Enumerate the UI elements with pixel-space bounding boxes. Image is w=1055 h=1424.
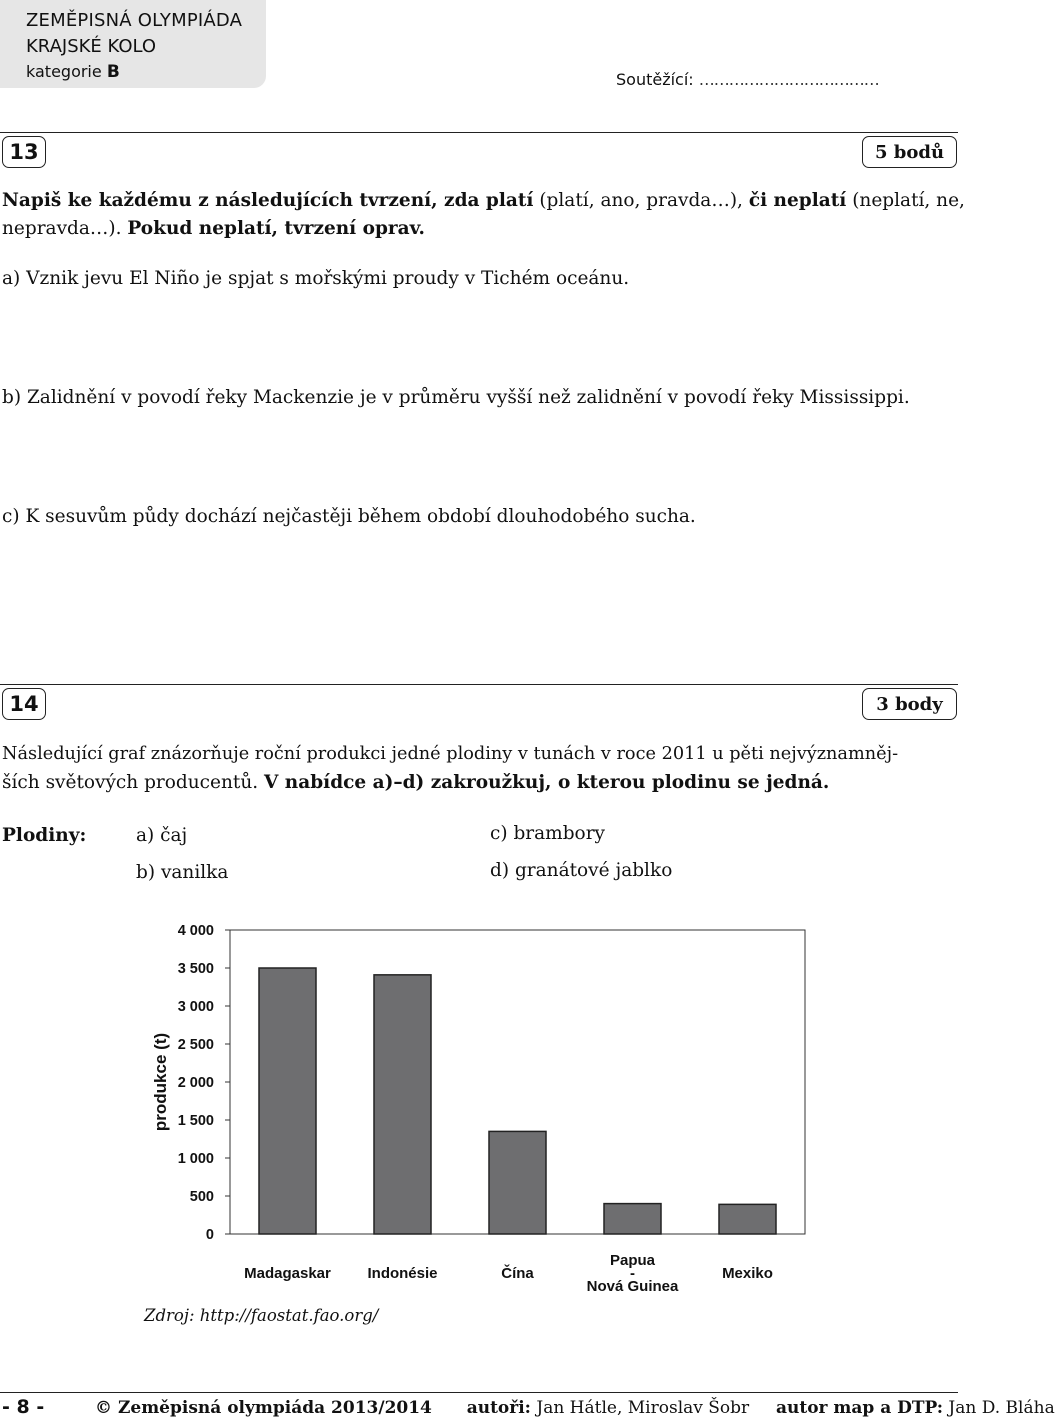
y-tick-label: 2 000 — [177, 1075, 214, 1091]
competition-title: ZEMĚPISNÁ OLYMPIÁDA — [26, 10, 243, 31]
y-tick-label: 1 500 — [177, 1113, 214, 1129]
option-a[interactable]: a) čaj — [136, 825, 188, 846]
q14-intro-line2 — [2, 769, 829, 797]
q13-item-c: c) K sesuvům půdy dochází nejčastěji během období dlouhodobého sucha. — [2, 506, 696, 527]
production-bar-chart — [120, 910, 820, 1300]
x-tick-label: Indonésie — [367, 1265, 438, 1282]
page-footer — [2, 1396, 1055, 1424]
option-d[interactable]: d) granátové jablko — [490, 860, 673, 881]
y-tick-label: 0 — [205, 1227, 214, 1243]
bars — [259, 968, 776, 1234]
x-tick-label: Madagaskar — [244, 1265, 331, 1282]
x-tick-label: - — [630, 1265, 635, 1282]
bar — [259, 968, 316, 1234]
footer-authors-label: autoři: — [466, 1398, 531, 1418]
footer-copyright: © Zeměpisná olympiáda 2013/2014 — [95, 1398, 432, 1418]
y-axis-label: produkce (t) — [151, 1032, 170, 1132]
y-tick-label: 4 000 — [177, 923, 214, 939]
q13-divider — [0, 132, 958, 133]
contestant-label: Soutěžící: — [616, 70, 694, 89]
bar — [604, 1204, 661, 1234]
footer-map-author: Jan D. Bláha — [943, 1398, 1055, 1418]
option-b[interactable]: b) vanilka — [136, 862, 229, 883]
q13-intro-bold2: či neplatí — [748, 190, 847, 211]
footer-map-label: autor map a DTP: — [775, 1398, 944, 1418]
q14-divider — [0, 684, 958, 685]
footer-authors: Jan Hátle, Miroslav Šobr — [530, 1398, 750, 1418]
q13-intro-line2-norm: nepravda…). — [2, 218, 128, 239]
y-tick-label: 3 000 — [177, 999, 214, 1015]
q13-intro-bold1: Napiš ke každému z následujících tvrzení, zda platí — [2, 190, 534, 211]
bar — [719, 1204, 776, 1234]
y-tick-label: 3 500 — [177, 961, 214, 977]
y-tick-label: 1 000 — [177, 1151, 214, 1167]
q13-item-a: a) Vznik jevu El Niño je spjat s mořskými proudy v Tichém oceánu. — [2, 268, 630, 289]
q14-points: 3 body — [862, 688, 957, 720]
q13-intro-norm1: (platí, ano, pravda…), — [533, 190, 749, 211]
footer-divider — [0, 1392, 958, 1393]
q13-intro-line1 — [2, 187, 965, 215]
x-tick-label: Mexiko — [722, 1265, 773, 1282]
competition-category — [26, 62, 120, 82]
x-tick-label: Nová Guinea — [586, 1278, 679, 1295]
contestant-field — [616, 70, 956, 89]
x-tick-label: Papua — [609, 1252, 656, 1269]
y-tick-label: 2 500 — [177, 1037, 214, 1053]
q14-intro-line1: Následující graf znázorňuje roční produkci jedné plodiny v tunách v roce 2011 u pěti nejvýznamněj- — [2, 744, 899, 764]
bar — [374, 975, 431, 1234]
q13-points: 5 bodů — [862, 136, 957, 168]
competition-header — [0, 0, 266, 88]
option-c[interactable]: c) brambory — [490, 823, 605, 844]
q13-intro-norm2: (neplatí, ne, — [846, 190, 965, 211]
page-number: - 8 - — [2, 1396, 45, 1418]
bar — [489, 1131, 546, 1234]
q13-number: 13 — [2, 136, 46, 168]
x-tick-label: Čína — [501, 1265, 534, 1282]
plodiny-label: Plodiny: — [2, 825, 87, 846]
q13-intro-line2 — [2, 215, 425, 243]
q13-item-b: b) Zalidnění v povodí řeky Mackenzie je v průměru vyšší než zalidnění v povodí řeky Mississippi. — [2, 387, 910, 408]
category-letter: B — [106, 62, 120, 82]
q14-number: 14 — [2, 688, 46, 720]
category-prefix: kategorie — [26, 62, 102, 81]
q13-intro-line2-bold: Pokud neplatí, tvrzení oprav. — [127, 218, 425, 239]
y-axis-ticks — [178, 923, 230, 1243]
contestant-blank[interactable]: ……………………………… — [698, 70, 879, 89]
x-axis-labels — [244, 1252, 773, 1295]
competition-round: KRAJSKÉ KOLO — [26, 36, 157, 57]
y-tick-label: 500 — [189, 1189, 214, 1205]
q14-intro-line2-bold: V nabídce a)–d) zakroužkuj, o kterou plodinu se jedná. — [264, 772, 830, 793]
q14-intro-line2-norm: ších světových producentů. — [2, 772, 265, 793]
chart-source: Zdroj: http://faostat.fao.org/ — [144, 1306, 379, 1325]
